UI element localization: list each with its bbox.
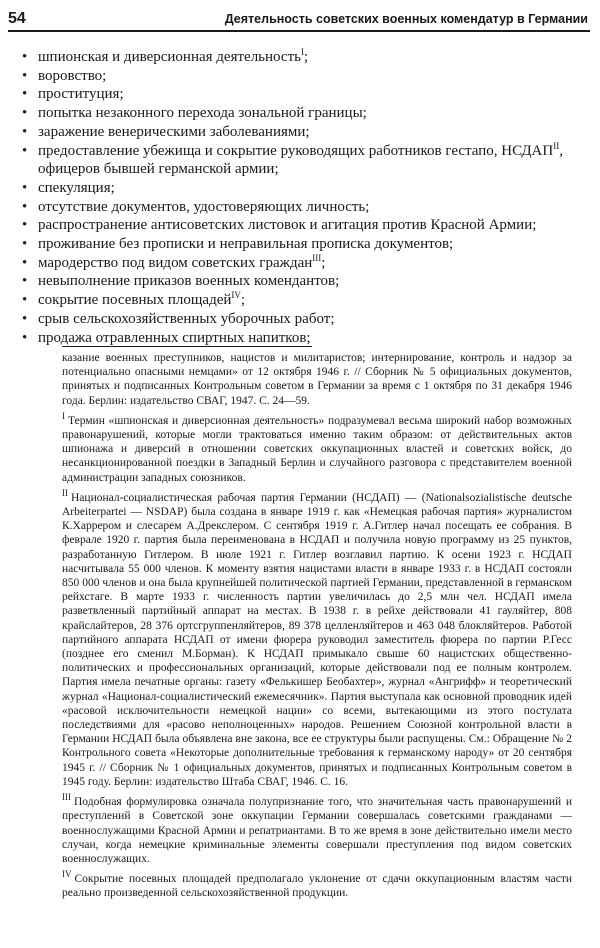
bullet-icon: • xyxy=(22,310,28,327)
bullet-icon: • xyxy=(22,67,28,84)
footnotes xyxy=(62,351,572,907)
list-item-text: заражение венерическими заболеваниями; xyxy=(38,123,310,140)
list-item-text: продажа отравленных спиртных напитков; xyxy=(38,329,311,346)
list-item-text: отсутствие документов, удостоверяющих личность; xyxy=(38,198,370,215)
bullet-icon: • xyxy=(22,236,28,253)
footnote-text: Национал-социалистическая рабочая партия Германии (НСДАП) — (Nationalsozialistische deutsche Arbeiterpartei — NSDAP) была создана в январе 1919 г. как «Немецкая рабочая партия» журналистом К.Харрером и слесарем А.Дрекслером. С сентября 1919 г. А.Гитлер начал посещать ее собрания. В феврале 1920 г. партия была переименована в НСДАП и получила новую программу из 25 пунктов, разработанную Гитлером. В июле 1921 г. Гитлер возглавил партию. К осени 1923 г. НСДАП насчитывала 55 000 членов. К моменту взятия нацистами власти в январе 1933 г. в НСДАП состояли 850 000 членов и она была крупнейшей политической партией Германии, представленной в германском рейхстаге. В марте 1933 г. численность партии увеличилась до 2,5 млн чел. НСДАП имела разветвленный партийный аппарат на местах. В 1938 г. в рейхе действовали 41 гауляйтер, 808 крайслайтеров, 28 376 ортсгруппенляйтеров, 89 378 целленляйтеров и 463 048 блокляйтеров. Работой партийного аппарата НСДАП от имени фюрера руководил заместитель фюрера по партии Р.Гесс (позднее его сменил М.Борман). К НСДАП примыкало свыше 60 нацистских общественно-политических и профессиональных организаций, которые действовали под ее полным контролем. Партия имела печатные органы: газету «Фелькишер Беобахтер», журнал «Ангрифф» и теоретический журнал «Национал-социалистический ежемесячник». Партия выступала как основной проводник идей «расовой исключительности немецкой нации» со всеми, вытекающими из этого постулата последствиями для «расово неполноценных» народов. Решением Союзной контрольной власти в Германии НСДАП была объявлена вне закона, все ее структуры были распущены. См.: Обращение № 2 Контрольного совета «Некоторые дополнительные требования к германскому народу» от 20 сентября 1945 г. // Сборник № 1 официальных документов, принятых и подписанных Контрольным советом в 1945 году. Берлин: издательство Штаба СВАГ, 1946. С. 16. xyxy=(62,491,572,788)
list-item-text: невыполнение приказов военных комендантов; xyxy=(38,273,340,290)
list-item-tail: ; xyxy=(303,49,309,65)
list-item xyxy=(22,272,570,291)
list-item xyxy=(22,179,570,198)
bullet-icon: • xyxy=(22,123,28,140)
list-item-text: срыв сельскохозяйственных уборочных работ; xyxy=(38,310,335,327)
list-item-text: мародерство под видом советских граждан xyxy=(38,254,313,271)
list-item xyxy=(22,310,570,329)
bullet-icon: • xyxy=(22,105,28,122)
footnote xyxy=(62,792,572,866)
list-item-text: распространение антисоветских листовок и агитация против Красной Армии; xyxy=(38,217,537,234)
list-item-tail: , офицеров бывшей германской армии; xyxy=(38,142,563,178)
running-title: Деятельность советских военных комендатур в Германии xyxy=(224,12,588,26)
list-item xyxy=(22,104,570,123)
footnote-ref: IV xyxy=(231,290,241,301)
list-item-text: предоставление убежища и сокрытие руководящих работников гестапо, НСДАП xyxy=(38,142,554,159)
footnote-ref: I xyxy=(300,47,304,57)
footnote-ref: II xyxy=(553,140,560,151)
footnote-text: Термин «шпионская и диверсионная деятельность» подразумевал весьма широкий набор возможных правонарушений, которые могли трактоваться именно таким образом: от действительных актов шпионажа и диверсий в отношении советских оккупационных властей и советских войск, до несанкционированной поездки в Западный Берлин и случайного разговора с представителем военной администрации западных союзников. xyxy=(62,414,572,484)
list-item xyxy=(22,142,570,179)
footnote xyxy=(62,869,572,900)
list-item xyxy=(22,198,570,217)
footnote-mark: II xyxy=(62,488,68,498)
list-item xyxy=(22,48,570,67)
page-number: 54 xyxy=(8,10,26,27)
list-item xyxy=(22,235,570,254)
bullet-icon: • xyxy=(22,329,28,346)
bullet-icon: • xyxy=(22,86,28,103)
bullet-icon: • xyxy=(22,273,28,290)
header-rule xyxy=(8,30,590,32)
footnote-text: Подобная формулировка означала полупризнание того, что значительная часть правонарушений и преступлений в Советской зоне оккупации Германии совершалась советскими гражданами — военнослужащими Красной Армии и репатриантами. В то же время в зоне действительно имели место случаи, когда немецкие криминальные элементы совершали преступления под видом советских военнослужащих. xyxy=(62,796,572,865)
list-item-text: шпионская и диверсионная деятельность xyxy=(38,49,301,65)
page-header xyxy=(8,8,590,34)
footnote-mark: III xyxy=(62,792,71,803)
footnote xyxy=(62,488,572,789)
footnote-continuation xyxy=(62,351,572,408)
bullet-icon: • xyxy=(22,292,28,309)
footnote-text: Сокрытие посевных площадей предполагало уклонение от сдачи оккупационным властям части реально произведенной сельскохозяйственной продукции. xyxy=(62,873,572,900)
list-item-text: попытка незаконного перехода зональной границы; xyxy=(38,105,367,122)
list-item xyxy=(22,216,570,235)
bullet-icon: • xyxy=(22,217,28,234)
list-item-text: спекуляция; xyxy=(38,179,115,196)
offense-list xyxy=(22,48,570,347)
footnote-divider xyxy=(62,346,312,347)
list-item-text: сокрытие посевных площадей xyxy=(38,292,232,309)
list-item xyxy=(22,85,570,104)
list-item-text: воровство; xyxy=(38,67,107,84)
footnote-text: казание военных преступников, нацистов и милитаристов; интернирование, контроль и надзор за потенциально опасными немцами» от 12 октября 1946 г. // Сборник № 5 официальных документов, принятых и подписанных Контрольным советом в Германии за время с 1 октября по 31 декабря 1946 года. Берлин: издательство СВАГ, 1947. С. 24—59. xyxy=(62,352,572,407)
bullet-icon: • xyxy=(22,254,28,271)
bullet-icon: • xyxy=(22,49,28,65)
footnote-mark: I xyxy=(62,410,65,421)
list-item-text: проживание без прописки и неправильная прописка документов; xyxy=(38,236,454,253)
list-item xyxy=(22,67,570,86)
footnote-ref: III xyxy=(312,252,322,263)
footnote xyxy=(62,410,572,485)
list-item xyxy=(22,123,570,142)
footnote-mark: IV xyxy=(62,869,72,880)
list-item xyxy=(22,329,570,348)
list-item-tail: ; xyxy=(240,292,246,309)
list-item-tail: ; xyxy=(321,254,326,271)
list-item xyxy=(22,254,570,273)
list-item xyxy=(22,291,570,310)
list-item-text: проституция; xyxy=(38,86,124,103)
bullet-icon: • xyxy=(22,198,28,215)
bullet-icon: • xyxy=(22,179,28,196)
bullet-icon: • xyxy=(22,142,28,159)
